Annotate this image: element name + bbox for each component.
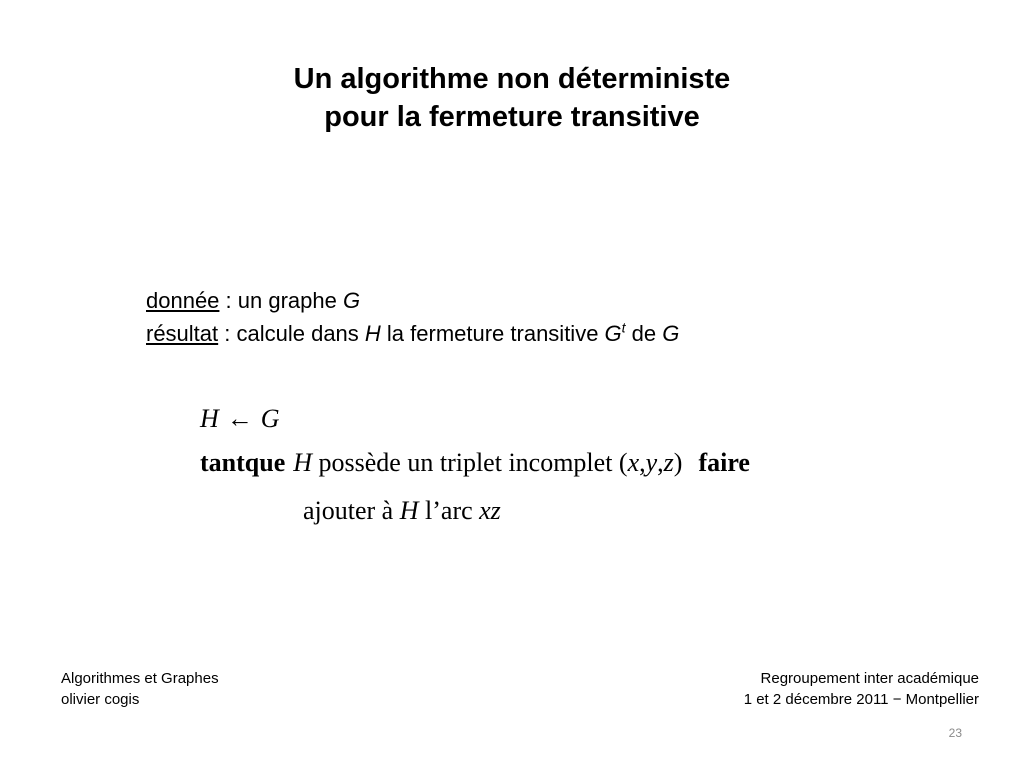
footer-date: 1 et 2 décembre 2011 − Montpellier: [743, 691, 979, 708]
footer-event: Regroupement inter académique: [760, 670, 979, 687]
spec-result-line: [146, 317, 679, 350]
assign-rhs: G: [260, 404, 280, 433]
while-keyword: tantque: [200, 448, 286, 477]
closure-superscript: t: [621, 319, 626, 336]
algo-while-line: [200, 448, 750, 478]
footer-left: [61, 668, 219, 710]
graph-symbol: G: [342, 288, 361, 313]
triplet-y: y: [645, 448, 658, 477]
triplet-comma-1: ,: [639, 448, 646, 477]
specification: [146, 284, 679, 350]
do-keyword: faire: [698, 448, 750, 477]
result-text-3: de: [625, 321, 663, 346]
result-keyword: résultat: [146, 321, 219, 346]
closure-symbol: G: [604, 321, 622, 346]
triplet-close: ): [673, 448, 683, 477]
footer-course: Algorithmes et Graphes: [61, 670, 219, 687]
graph-symbol-2: G: [662, 321, 680, 346]
slide-title-line2: pour la fermeture transitive: [324, 101, 700, 133]
slide-title-line1: Un algorithme non déterministe: [293, 63, 731, 95]
while-var: H: [293, 448, 313, 477]
result-text-1: : calcule dans: [218, 321, 365, 346]
while-text: possède un triplet incomplet (: [312, 448, 628, 477]
algo-assignment-line: [200, 404, 280, 434]
assign-lhs: H: [200, 404, 219, 433]
triplet-z: z: [663, 448, 674, 477]
triplet-x: x: [627, 448, 640, 477]
assign-arrow-icon: ←: [226, 404, 253, 433]
body-var: H: [399, 496, 419, 525]
algo-body-line: [303, 496, 501, 526]
slide-title: [0, 60, 1024, 136]
page-number: 23: [948, 726, 962, 740]
result-text-2: la fermeture transitive: [380, 321, 605, 346]
spec-data-line: [146, 284, 679, 317]
data-text: : un graphe: [219, 288, 343, 313]
body-arc: xz: [479, 496, 501, 525]
triplet-comma-2: ,: [657, 448, 664, 477]
data-keyword: donnée: [146, 288, 220, 313]
body-text-1: ajouter à: [303, 496, 400, 525]
body-text-2: l’arc: [418, 496, 480, 525]
h-symbol: H: [364, 321, 381, 346]
footer-author: olivier cogis: [61, 691, 140, 708]
footer-right: [744, 668, 979, 710]
